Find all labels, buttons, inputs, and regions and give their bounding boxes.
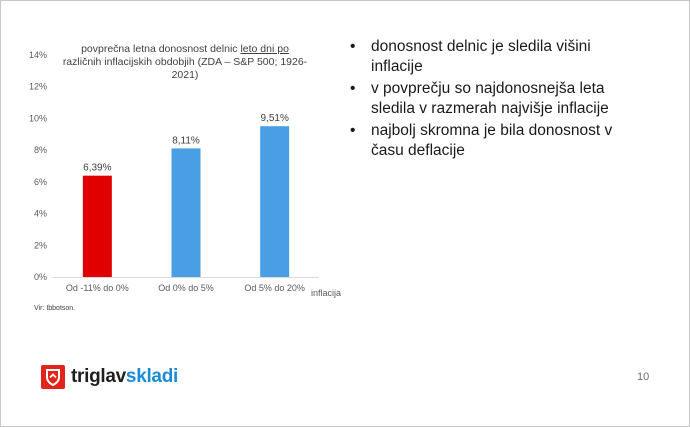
- bullet-dot-icon: •: [350, 80, 356, 97]
- bullet-item: [346, 79, 646, 119]
- x-axis-label: inflacija: [311, 288, 342, 298]
- y-tick-label: 8%: [33, 145, 47, 156]
- y-tick-label: 14%: [28, 50, 47, 60]
- bullet-text: najbolj skromna je bila donosnost v času deflacije: [371, 122, 613, 159]
- bullet-text: donosnost delnic je sledila višini inflacije: [371, 38, 591, 75]
- logo-text-skladi: skladi: [125, 366, 178, 387]
- chart-title-underlined: leto dni po: [240, 43, 289, 55]
- bullet-text: v povprečju so najdonosnejša leta sledila v razmerah najvišje inflacije: [371, 80, 609, 117]
- logo-wordmark: [71, 366, 178, 388]
- bar: [172, 148, 201, 277]
- y-tick-label: 10%: [28, 113, 47, 124]
- triglav-shield-icon: [41, 365, 65, 389]
- y-tick-label: 12%: [28, 81, 47, 92]
- chart-title: [61, 43, 309, 82]
- logo-text-triglav: triglav: [71, 366, 126, 387]
- bullet-item: [346, 121, 646, 161]
- bullet-dot-icon: •: [350, 122, 356, 139]
- x-tick-label: Od -11% do 0%: [65, 283, 129, 293]
- y-tick-label: 2%: [33, 240, 47, 251]
- data-label: 8,11%: [172, 135, 200, 147]
- page-number: 10: [637, 371, 650, 383]
- bullet-list: [346, 37, 646, 163]
- data-label: 9,51%: [260, 113, 289, 125]
- chart-title-part1: povprečna letna donosnost delnic: [81, 43, 241, 55]
- triglav-skladi-logo: [41, 363, 178, 391]
- chart-source: Vir: Ibbotson.: [34, 305, 76, 312]
- chart-title-part2: različnih inflacijskih obdobjih (ZDA – S&P 500; 1926-2021): [62, 56, 308, 81]
- y-tick-label: 0%: [33, 272, 47, 282]
- x-tick-label: Od 5% do 20%: [244, 283, 305, 293]
- bar: [83, 176, 112, 277]
- y-tick-label: 4%: [33, 208, 47, 219]
- bullet-dot-icon: •: [350, 38, 356, 55]
- y-tick-label: 6%: [33, 176, 47, 187]
- bullet-item: [346, 37, 646, 77]
- x-tick-label: Od 0% do 5%: [158, 283, 214, 293]
- data-label: 6,39%: [83, 162, 112, 174]
- bar: [260, 126, 289, 277]
